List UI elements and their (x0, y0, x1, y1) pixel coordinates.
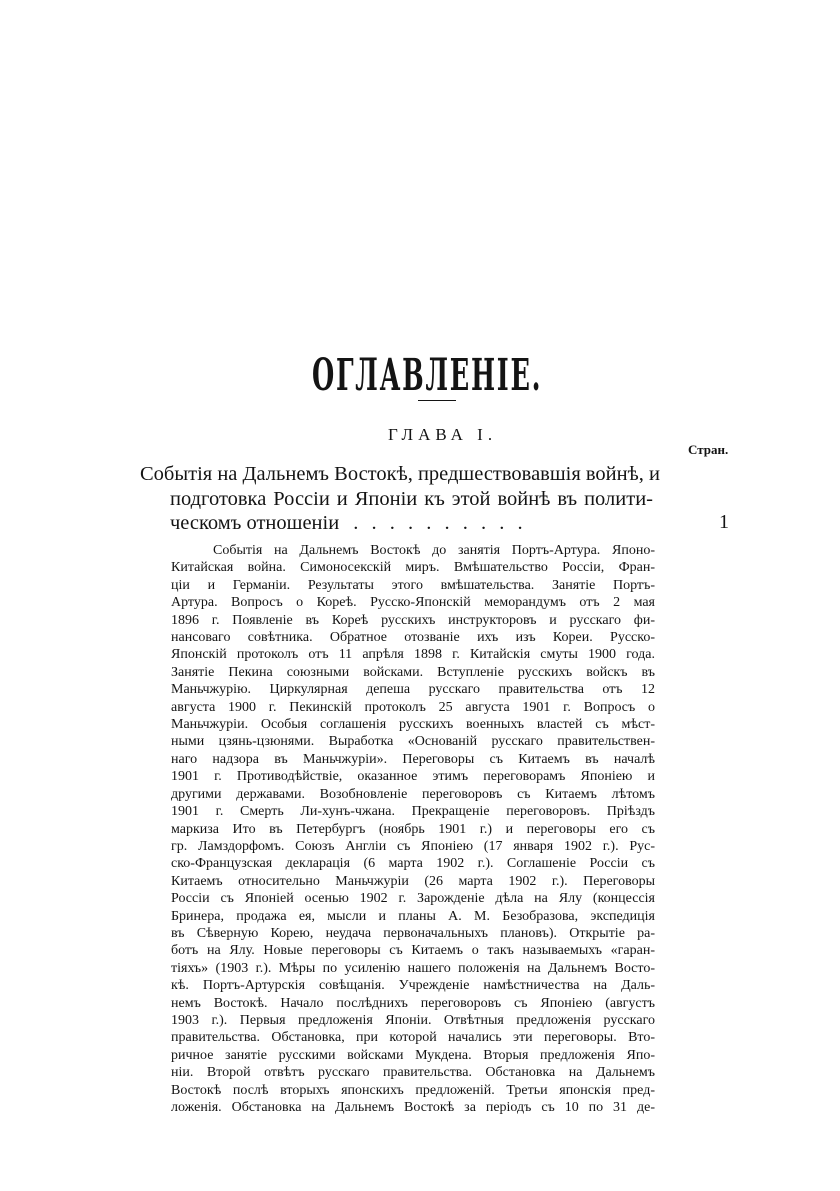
summary-line: тіяхъ» (1903 г.). Мѣры по усиленію нашего положенія на Дальнемъ Восто- (171, 960, 655, 976)
summary-line: кѣ. Портъ-Артурскія совѣщанія. Учрежденіе намѣстничества на Даль- (171, 978, 655, 994)
chapter-summary (171, 542, 655, 1116)
summary-line: ложенія. Обстановка на Дальнемъ Востокѣ за періодъ съ 10 по 31 де- (171, 1100, 655, 1115)
leader-dots: . . . . . . . . . . (353, 512, 527, 534)
summary-line: Маньчжурію. Циркулярная депеша русскаго правительства отъ 12 (171, 682, 655, 698)
summary-line: немъ Востокѣ. Начало послѣднихъ переговоровъ съ Японіею (августъ (171, 995, 655, 1011)
summary-line: Китайская война. Симоносекскій миръ. Вмѣшательство Россіи, Фран- (171, 560, 655, 576)
heading-line: Событія на Дальнемъ Востокѣ, предшествовавшія войнѣ, и (140, 463, 660, 485)
summary-line: ско-Французская декларація (6 марта 1902 г.). Соглашеніе Россіи съ (171, 856, 655, 872)
chapter-heading (140, 462, 700, 536)
summary-line: Востокѣ послѣ вторыхъ японскихъ предложеній. Третьи японскія пред- (171, 1082, 655, 1098)
summary-line: Событія на Дальнемъ Востокѣ до занятія Портъ-Артура. Японо- (213, 543, 655, 558)
summary-line: Маньчжуріи. Особыя соглашенія русскихъ военныхъ властей съ мѣст- (171, 717, 655, 733)
summary-line: ботъ на Ялу. Новые переговоры съ Китаемъ о такъ называемыхъ «гаран- (171, 943, 655, 959)
summary-line: Японскій протоколъ отъ 11 апрѣля 1898 г. Китайскія смуты 1900 года. (171, 647, 655, 663)
summary-line: 1901 г. Смерть Ли-хунъ-чжана. Прекращеніе переговоровъ. Пріѣздъ (171, 804, 655, 820)
summary-line: другими державами. Возобновленіе переговоровъ съ Китаемъ лѣтомъ (171, 786, 655, 802)
chapter-label: ГЛАВА I. (388, 425, 498, 444)
summary-line: ными цзянь-цзюнями. Выработка «Основаній русскаго правительствен- (171, 734, 655, 750)
page-title: ОГЛАВЛЕНІЕ. (311, 350, 543, 401)
summary-line: Китаемъ относительно Маньчжуріи (26 марта 1902 г.). Переговоры (171, 873, 655, 889)
summary-line: Бринера, продажа ея, мысли и планы А. М. Безобразова, экспедиція (171, 908, 655, 924)
summary-line: въ Сѣверную Корею, неудача первоначальныхъ плановъ). Открытіе ра- (171, 925, 655, 941)
summary-line: 1903 г.). Первыя предложенія Японіи. Отвѣтныя предложенія русскаго (171, 1012, 655, 1028)
heading-line: подготовка Россіи и Японіи къ этой войнѣ въ полити- (170, 487, 653, 510)
summary-line: Артура. Вопросъ о Кореѣ. Русско-Японскій меморандумъ отъ 2 мая (171, 595, 655, 611)
summary-line: 1901 г. Противодѣйствіе, оказанное этимъ переговорамъ Японіею и (171, 769, 655, 785)
summary-line: ніи. Второй отвѣтъ русскаго правительства. Обстановка на Дальнемъ (171, 1065, 655, 1081)
summary-line: 1896 г. Появленіе въ Кореѣ русскихъ инструкторовъ и русскаго фи- (171, 612, 655, 628)
summary-line: ричное занятіе русскими войсками Мукдена. Вторыя предложенія Япо- (171, 1047, 655, 1063)
summary-line: гр. Ламздорфомъ. Союзъ Англіи съ Японіею (17 января 1902 г.). Рус- (171, 838, 655, 854)
heading-page-number: 1 (719, 511, 729, 533)
summary-line: нансоваго совѣтника. Обратное отозваніе ихъ изъ Кореи. Русско- (171, 630, 655, 646)
title-divider (418, 400, 456, 401)
summary-line: ціи и Германіи. Результаты этого вмѣшательства. Занятіе Портъ- (171, 577, 655, 593)
summary-line: правительства. Обстановка, при которой начались эти переговоры. Вто- (171, 1030, 655, 1046)
summary-line: наго надзора въ Маньчжуріи». Переговоры съ Китаемъ въ началѣ (171, 751, 655, 767)
heading-line-last (170, 511, 700, 536)
summary-line: маркиза Ито въ Петербургъ (ноябрь 1901 г.) и переговоры его съ (171, 821, 655, 837)
summary-line: августа 1900 г. Пекинскій протоколъ 25 августа 1901 г. Вопросъ о (171, 699, 655, 715)
heading-line-text: ческомъ отношеніи (170, 512, 340, 534)
page-column-label: Стран. (688, 442, 729, 457)
summary-line: Россіи съ Японіей осенью 1902 г. Зарожденіе дѣла на Ялу (концессія (171, 891, 655, 907)
summary-line: Занятіе Пекина союзными войсками. Вступленіе русскихъ войскъ въ (171, 664, 655, 680)
